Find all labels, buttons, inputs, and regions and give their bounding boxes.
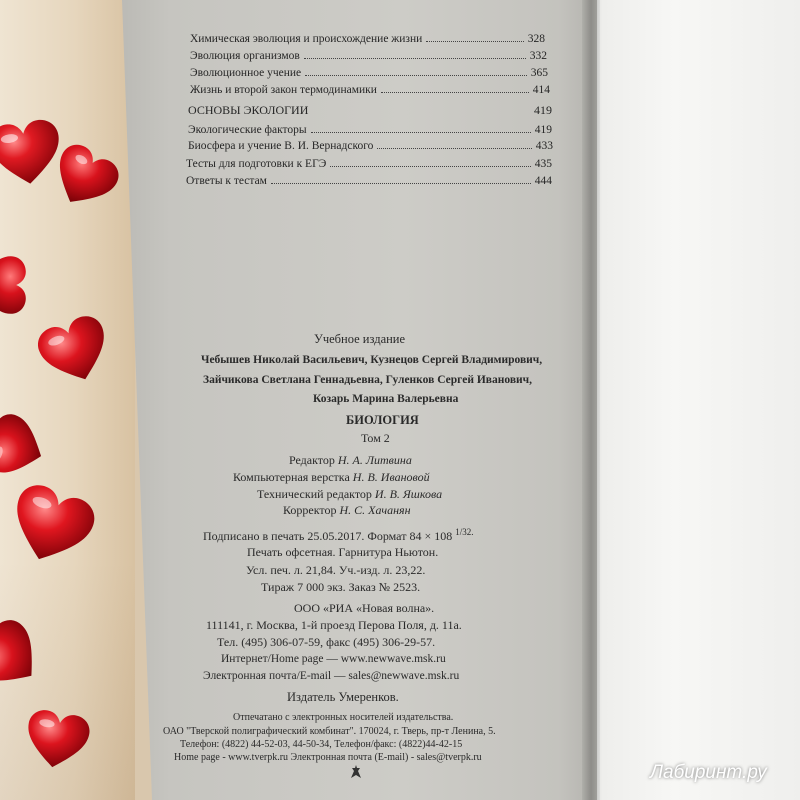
red-glass-heart-8 <box>19 695 96 785</box>
printer-logo-icon <box>350 765 362 783</box>
tech-editor-name: И. В. Яшкова <box>374 487 443 501</box>
toc-entry <box>188 140 553 152</box>
edition-type: Учебное издание <box>314 332 406 346</box>
toc-entry-title: Экологические факторы <box>188 124 307 136</box>
toc-entry-page: 414 <box>532 84 550 96</box>
corrector-line <box>283 503 411 518</box>
toc-entry-title: Ответы к тестам <box>186 175 267 187</box>
tech-editor-label: Технический редактор <box>257 487 372 501</box>
toc-entry-title: Тесты для подготовки к ЕГЭ <box>186 158 327 170</box>
toc-entry-page: 435 <box>534 158 552 170</box>
editor-label: Редактор <box>289 453 335 467</box>
toc-leader-dots <box>271 182 531 184</box>
editor-line <box>289 453 412 468</box>
publisher-name: Издатель Умеренков. <box>287 690 399 704</box>
toc-entry <box>190 84 550 96</box>
toc-entry-title: Эволюция организмов <box>190 50 300 62</box>
layout-name: Н. В. Ивановой <box>352 470 430 484</box>
publisher-company: ООО «РИА «Новая волна». <box>294 601 435 615</box>
toc-leader-dots <box>305 74 527 76</box>
sheets-line: Усл. печ. л. 21,84. Уч.-изд. л. 23,22. <box>246 563 426 577</box>
run-line: Тираж 7 000 экз. Заказ № 2523. <box>261 580 421 594</box>
print-line: Печать офсетная. Гарнитура Ньютон. <box>247 545 439 559</box>
red-glass-heart-3 <box>0 255 30 315</box>
printed-from: Отпечатано с электронных носителей издательства. <box>233 712 454 723</box>
labirint-watermark: Лабиринт.ру <box>650 762 767 783</box>
toc-entry <box>186 158 552 170</box>
toc-leader-dots <box>330 165 530 167</box>
corrector-name: Н. С. Хачанян <box>339 503 411 517</box>
toc-entry <box>190 33 545 45</box>
book-title: БИОЛОГИЯ <box>346 413 419 427</box>
printer-line: ОАО "Тверской полиграфический комбинат". 170024, г. Тверь, пр-т Ленина, 5. <box>163 726 496 737</box>
publisher-email: Электронная почта/E-mail — sales@newwave.msk.ru <box>203 670 460 682</box>
toc-entry-page: 328 <box>527 33 545 45</box>
authors-line: Чебышев Николай Васильевич, Кузнецов Сергей Владимирович, <box>201 354 543 366</box>
toc-leader-dots <box>381 91 529 93</box>
toc-leader-dots <box>426 40 524 42</box>
publisher-address: 111141, г. Москва, 1-й проезд Перова Поля, д. 11а. <box>206 618 462 632</box>
toc-entry-title: Эволюционное учение <box>190 67 302 79</box>
toc-leader-dots <box>304 57 526 59</box>
toc-entry-page: 433 <box>535 140 553 152</box>
printer-line: Home page - www.tverpk.ru Электронная почта (E-mail) - sales@tverpk.ru <box>174 752 482 763</box>
authors-line: Зайчикова Светлана Геннадьевна, Гуленков Сергей Иванович, <box>203 374 533 386</box>
printer-line: Телефон: (4822) 44-52-03, 44-50-34, Телефон/факс: (4822)44-42-15 <box>180 739 463 750</box>
toc-entry-title: Жизнь и второй закон термодинамики <box>190 84 377 96</box>
publisher-web: Интернет/Home page — www.newwave.msk.ru <box>221 653 446 665</box>
toc-section-title: ОСНОВЫ ЭКОЛОГИИ <box>188 103 309 117</box>
publisher-phone: Тел. (495) 306-07-59, факс (495) 306-29-57. <box>217 635 436 649</box>
corrector-label: Корректор <box>283 503 337 517</box>
layout-label: Компьютерная верстка <box>233 470 350 484</box>
toc-entry-page: 332 <box>529 50 547 62</box>
toc-leader-dots <box>377 147 531 149</box>
editor-name: Н. А. Литвина <box>337 453 412 467</box>
format-fraction: 1/32. <box>455 527 474 537</box>
layout-line <box>233 470 430 485</box>
toc-leader-dots <box>311 131 531 133</box>
volume: Том 2 <box>361 431 390 445</box>
toc-entry <box>190 67 548 79</box>
signed-text: Подписано в печать 25.05.2017. Формат 84 × 108 <box>203 529 453 543</box>
toc-section <box>188 103 552 118</box>
toc-entry-title: Биосфера и учение В. И. Вернадского <box>188 140 374 152</box>
toc-entry <box>190 50 547 62</box>
toc-entry <box>188 124 552 136</box>
toc-entry-page: 444 <box>534 175 552 187</box>
book-gutter <box>582 0 600 800</box>
toc-entry-page: 419 <box>534 103 552 117</box>
toc-entry-page: 419 <box>534 124 552 136</box>
signed-line <box>203 527 473 544</box>
right-blank-page <box>590 0 800 800</box>
tech-editor-line <box>257 487 442 502</box>
toc-entry-page: 365 <box>530 67 548 79</box>
authors-line: Козарь Марина Валерьевна <box>313 393 459 405</box>
toc-entry-title: Химическая эволюция и происхождение жизни <box>190 33 423 45</box>
toc-entry <box>186 175 552 187</box>
